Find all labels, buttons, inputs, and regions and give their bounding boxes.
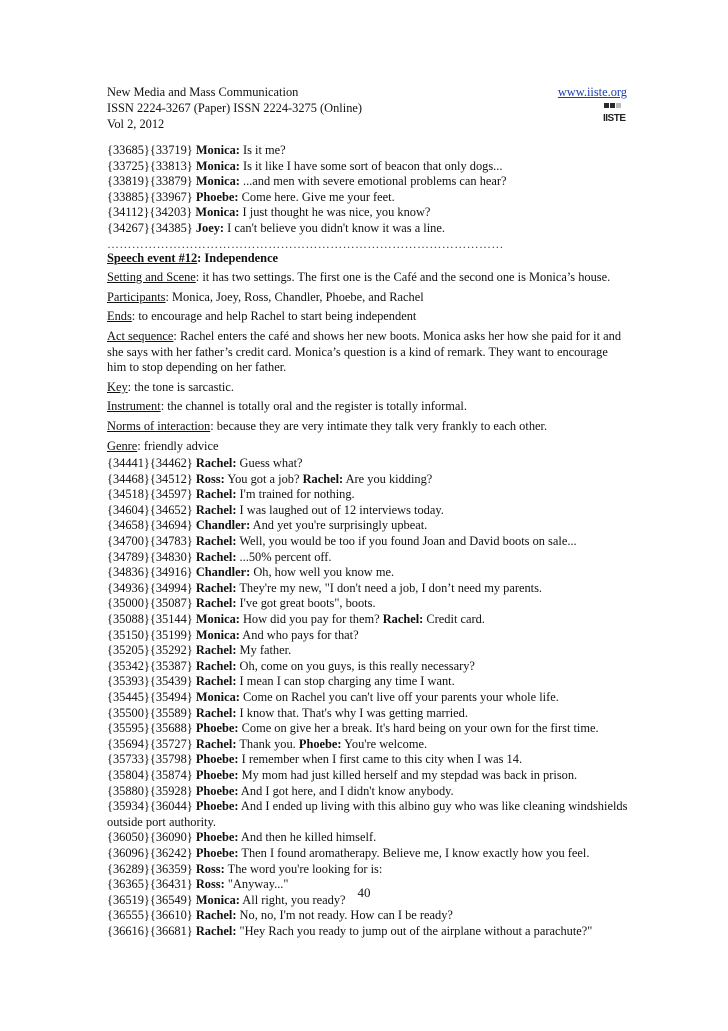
utterance: And I ended up living with this albino guy who was like cleaning windshields xyxy=(238,799,628,814)
utterance: Thank you. xyxy=(236,736,299,751)
ends-text: : to encourage and help Rachel to start being independent xyxy=(131,309,417,324)
utterance: outside port authority. xyxy=(107,814,216,829)
speaker-name: Rachel: xyxy=(195,923,237,938)
speaker-name: Phoebe: xyxy=(298,736,342,751)
issn-line: ISSN 2224-3267 (Paper) ISSN 2224-3275 (Online) xyxy=(107,101,363,115)
speaker-name: Joey: xyxy=(195,220,225,235)
speaker-name: Phoebe: xyxy=(195,799,239,814)
dialogue-line xyxy=(107,581,627,597)
dialogue-line xyxy=(107,815,627,831)
timestamp: {35500}{35589} xyxy=(107,705,196,720)
dialogue-line xyxy=(107,752,627,768)
utterance: Credit card. xyxy=(423,612,485,627)
speaker-name: Monica: xyxy=(195,174,240,189)
speaker-name: Rachel: xyxy=(382,612,424,627)
timestamp: {36616}{36681} xyxy=(107,923,196,938)
timestamp: {35694}{35727} xyxy=(107,736,196,751)
timestamp: {34936}{34994} xyxy=(107,580,196,595)
speaker-name: Monica: xyxy=(195,627,240,642)
dialogue-line xyxy=(107,159,627,175)
timestamp: {36555}{36610} xyxy=(107,908,196,923)
speaker-name: Phoebe: xyxy=(195,721,239,736)
section-divider: …………………………………………………………………………………… xyxy=(107,236,504,251)
act-sequence-label: Act sequence xyxy=(107,328,174,343)
timestamp: {34518}{34597} xyxy=(107,487,196,502)
timestamp: {35804}{35874} xyxy=(107,767,196,782)
utterance: I remember when I first came to this city when I was 14. xyxy=(238,752,523,767)
utterance: You're welcome. xyxy=(341,736,428,751)
speech-event-label: Speech event #12 xyxy=(107,250,198,265)
dialogue-line xyxy=(107,221,627,237)
utterance: I was laughed out of 12 interviews today. xyxy=(236,502,444,517)
timestamp: {36289}{36359} xyxy=(107,861,196,876)
timestamp: {33685}{33719} xyxy=(107,143,196,157)
dialogue-line xyxy=(107,596,627,612)
timestamp: {34658}{34694} xyxy=(107,518,196,533)
dialogue-excerpt-1 xyxy=(107,143,627,237)
timestamp: {35733}{35798} xyxy=(107,752,196,767)
utterance: No, no, I'm not ready. How can I be ready? xyxy=(236,908,453,923)
dialogue-line xyxy=(107,799,627,815)
timestamp: {34441}{34462} xyxy=(107,456,196,471)
dialogue-line xyxy=(107,472,627,488)
timestamp: {33885}{33967} xyxy=(107,189,196,204)
dialogue-line xyxy=(107,518,627,534)
utterance: And who pays for that? xyxy=(239,627,359,642)
speaker-name: Rachel: xyxy=(195,487,237,502)
timestamp: {36365}{36431} xyxy=(107,877,196,892)
speaker-name: Rachel: xyxy=(195,908,237,923)
page-number: 40 xyxy=(357,885,371,900)
speaker-name: Phoebe: xyxy=(195,830,239,845)
dialogue-line xyxy=(107,737,627,753)
participants-row xyxy=(107,290,627,306)
timestamp: {34468}{34512} xyxy=(107,471,196,486)
utterance: ...and men with severe emotional problems can hear? xyxy=(239,174,507,189)
utterance: Well, you would be too if you found Joan and David boots on sale... xyxy=(236,534,577,549)
speaker-name: Phoebe: xyxy=(195,752,239,767)
dialogue-line xyxy=(107,612,627,628)
dialogue-line xyxy=(107,174,627,190)
speaker-name: Rachel: xyxy=(195,705,237,720)
dialogue-excerpt-2 xyxy=(107,456,627,939)
speaker-name: Rachel: xyxy=(195,456,237,471)
speaker-name: Monica: xyxy=(195,205,240,220)
utterance: The word you're looking for is: xyxy=(224,861,383,876)
act-sequence-row xyxy=(107,329,627,376)
speaker-name: Rachel: xyxy=(195,580,237,595)
timestamp: {34267}{34385} xyxy=(107,220,196,235)
timestamp: {35205}{35292} xyxy=(107,643,196,658)
timestamp: {35880}{35928} xyxy=(107,783,196,798)
norms-text: : because they are very intimate they talk very frankly to each other. xyxy=(210,418,548,433)
utterance: Come on give her a break. It's hard being on your own for the first time. xyxy=(238,721,599,736)
utterance: And then he killed himself. xyxy=(238,830,377,845)
utterance: All right, you ready? xyxy=(239,892,346,907)
timestamp: {35595}{35688} xyxy=(107,721,196,736)
utterance: And I got here, and I didn't know anybody. xyxy=(238,783,454,798)
genre-text: : friendly advice xyxy=(137,438,219,453)
iiste-logo xyxy=(603,102,627,124)
participants-text: : Monica, Joey, Ross, Chandler, Phoebe, and Rachel xyxy=(165,289,424,304)
speaker-name: Monica: xyxy=(195,143,240,157)
utterance: Is it like I have some sort of beacon that only dogs... xyxy=(239,158,503,173)
act-sequence-text: : Rachel enters the café and shows her new boots. Monica asks her how she paid for it and she says with her father’s credit card. Monica’s question is a kind of remark. They want to encourage him to stop depending on her father. xyxy=(107,328,622,375)
dialogue-line xyxy=(107,846,627,862)
timestamp: {36519}{36549} xyxy=(107,892,196,907)
dialogue-line xyxy=(107,643,627,659)
speaker-name: Monica: xyxy=(195,892,240,907)
key-row xyxy=(107,380,627,396)
norms-label: Norms of interaction xyxy=(107,418,211,433)
timestamp: {35088}{35144} xyxy=(107,612,196,627)
dialogue-line xyxy=(107,487,627,503)
speaker-name: Ross: xyxy=(195,877,225,892)
timestamp: {35342}{35387} xyxy=(107,658,196,673)
dialogue-line xyxy=(107,924,627,940)
instrument-row xyxy=(107,399,627,415)
speech-event-heading xyxy=(107,251,627,267)
dialogue-line xyxy=(107,628,627,644)
speaker-name: Monica: xyxy=(195,612,240,627)
utterance: "Hey Rach you ready to jump out of the airplane without a parachute?" xyxy=(236,923,593,938)
utterance: I've got great boots", boots. xyxy=(236,596,376,611)
speaker-name: Rachel: xyxy=(195,658,237,673)
speaker-name: Rachel: xyxy=(195,549,237,564)
timestamp: {35934}{36044} xyxy=(107,799,196,814)
dialogue-line xyxy=(107,205,627,221)
utterance: My father. xyxy=(236,643,292,658)
utterance: How did you pay for them? xyxy=(239,612,383,627)
setting-text: : it has two settings. The first one is the Café and the second one is Monica’s house. xyxy=(195,270,611,285)
dialogue-line xyxy=(107,784,627,800)
setting-row xyxy=(107,270,627,286)
dialogue-line xyxy=(107,456,627,472)
dialogue-line xyxy=(107,690,627,706)
speaker-name: Phoebe: xyxy=(195,767,239,782)
setting-label: Setting and Scene xyxy=(107,270,196,285)
key-text: : the tone is sarcastic. xyxy=(127,379,234,394)
dialogue-line xyxy=(107,659,627,675)
utterance: I mean I can stop charging any time I want. xyxy=(236,674,455,689)
speaker-name: Chandler: xyxy=(195,565,251,580)
timestamp: {35445}{35494} xyxy=(107,690,196,704)
dialogue-line xyxy=(107,908,627,924)
dialogue-line xyxy=(107,721,627,737)
timestamp: {35000}{35087} xyxy=(107,596,196,611)
timestamp: {36096}{36242} xyxy=(107,845,196,860)
timestamp: {33725}{33813} xyxy=(107,158,196,173)
utterance: My mom had just killed herself and my stepdad was back in prison. xyxy=(238,767,578,782)
timestamp: {34700}{34783} xyxy=(107,534,196,549)
utterance: And yet you're surprisingly upbeat. xyxy=(250,518,428,533)
speaker-name: Phoebe: xyxy=(195,783,239,798)
journal-url-link[interactable]: www.iiste.org xyxy=(557,85,627,99)
dialogue-line xyxy=(107,565,627,581)
logo-text: IISTE xyxy=(603,113,626,124)
dialogue-line xyxy=(107,190,627,206)
dialogue-line xyxy=(107,674,627,690)
utterance: Oh, how well you know me. xyxy=(250,565,395,580)
utterance: Guess what? xyxy=(236,456,303,471)
dialogue-line xyxy=(107,503,627,519)
timestamp: {34604}{34652} xyxy=(107,502,196,517)
utterance: Is it me? xyxy=(239,143,286,157)
speaker-name: Rachel: xyxy=(195,643,237,658)
dialogue-line xyxy=(107,550,627,566)
speaker-name: Phoebe: xyxy=(195,845,239,860)
key-label: Key xyxy=(107,379,128,394)
timestamp: {33819}{33879} xyxy=(107,174,196,189)
dialogue-line xyxy=(107,768,627,784)
timestamp: {34789}{34830} xyxy=(107,549,196,564)
utterance: Then I found aromatherapy. Believe me, I know exactly how you feel. xyxy=(238,845,590,860)
utterance: Come on Rachel you can't live off your parents your whole life. xyxy=(239,690,559,704)
timestamp: {36050}{36090} xyxy=(107,830,196,845)
utterance: I just thought he was nice, you know? xyxy=(239,205,431,220)
instrument-label: Instrument xyxy=(107,399,161,414)
genre-row xyxy=(107,439,627,455)
speech-event-title: : Independence xyxy=(197,250,279,265)
speaker-name: Rachel: xyxy=(195,534,237,549)
dialogue-line xyxy=(107,143,627,159)
utterance: "Anyway..." xyxy=(224,877,289,892)
ends-row xyxy=(107,309,627,325)
journal-name: New Media and Mass Communication xyxy=(107,85,299,99)
speaker-name: Chandler: xyxy=(195,518,251,533)
speaker-name: Rachel: xyxy=(195,674,237,689)
speaker-name: Ross: xyxy=(195,471,225,486)
utterance: I'm trained for nothing. xyxy=(236,487,355,502)
instrument-text: : the channel is totally oral and the register is totally informal. xyxy=(160,399,467,414)
genre-label: Genre xyxy=(107,438,138,453)
utterance: Are you kidding? xyxy=(343,471,433,486)
speaker-name: Phoebe: xyxy=(195,189,239,204)
timestamp: {35393}{35439} xyxy=(107,674,196,689)
utterance: I know that. That's why I was getting married. xyxy=(236,705,468,720)
utterance: You got a job? xyxy=(224,471,303,486)
speech-event-section xyxy=(107,251,627,455)
speaker-name: Rachel: xyxy=(195,596,237,611)
speaker-name: Rachel: xyxy=(195,502,237,517)
speaker-name: Ross: xyxy=(195,861,225,876)
timestamp: {34836}{34916} xyxy=(107,565,196,580)
speaker-name: Monica: xyxy=(195,158,240,173)
running-header xyxy=(107,84,627,132)
utterance: ...50% percent off. xyxy=(236,549,332,564)
speaker-name: Rachel: xyxy=(302,471,344,486)
ends-label: Ends xyxy=(107,309,132,324)
volume-line: Vol 2, 2012 xyxy=(107,117,165,131)
norms-row xyxy=(107,419,627,435)
utterance: Oh, come on you guys, is this really necessary? xyxy=(236,658,475,673)
utterance: Come here. Give me your feet. xyxy=(238,189,395,204)
speaker-name: Monica: xyxy=(195,690,240,704)
dialogue-line xyxy=(107,830,627,846)
timestamp: {35150}{35199} xyxy=(107,627,196,642)
page-body xyxy=(107,84,627,940)
utterance: I can't believe you didn't know it was a line. xyxy=(224,220,445,235)
speaker-name: Rachel: xyxy=(195,736,237,751)
dialogue-line xyxy=(107,534,627,550)
participants-label: Participants xyxy=(107,289,166,304)
dialogue-line xyxy=(107,706,627,722)
timestamp: {34112}{34203} xyxy=(107,205,196,220)
dialogue-line xyxy=(107,862,627,878)
utterance: They're my new, "I don't need a job, I don’t need my parents. xyxy=(236,580,543,595)
